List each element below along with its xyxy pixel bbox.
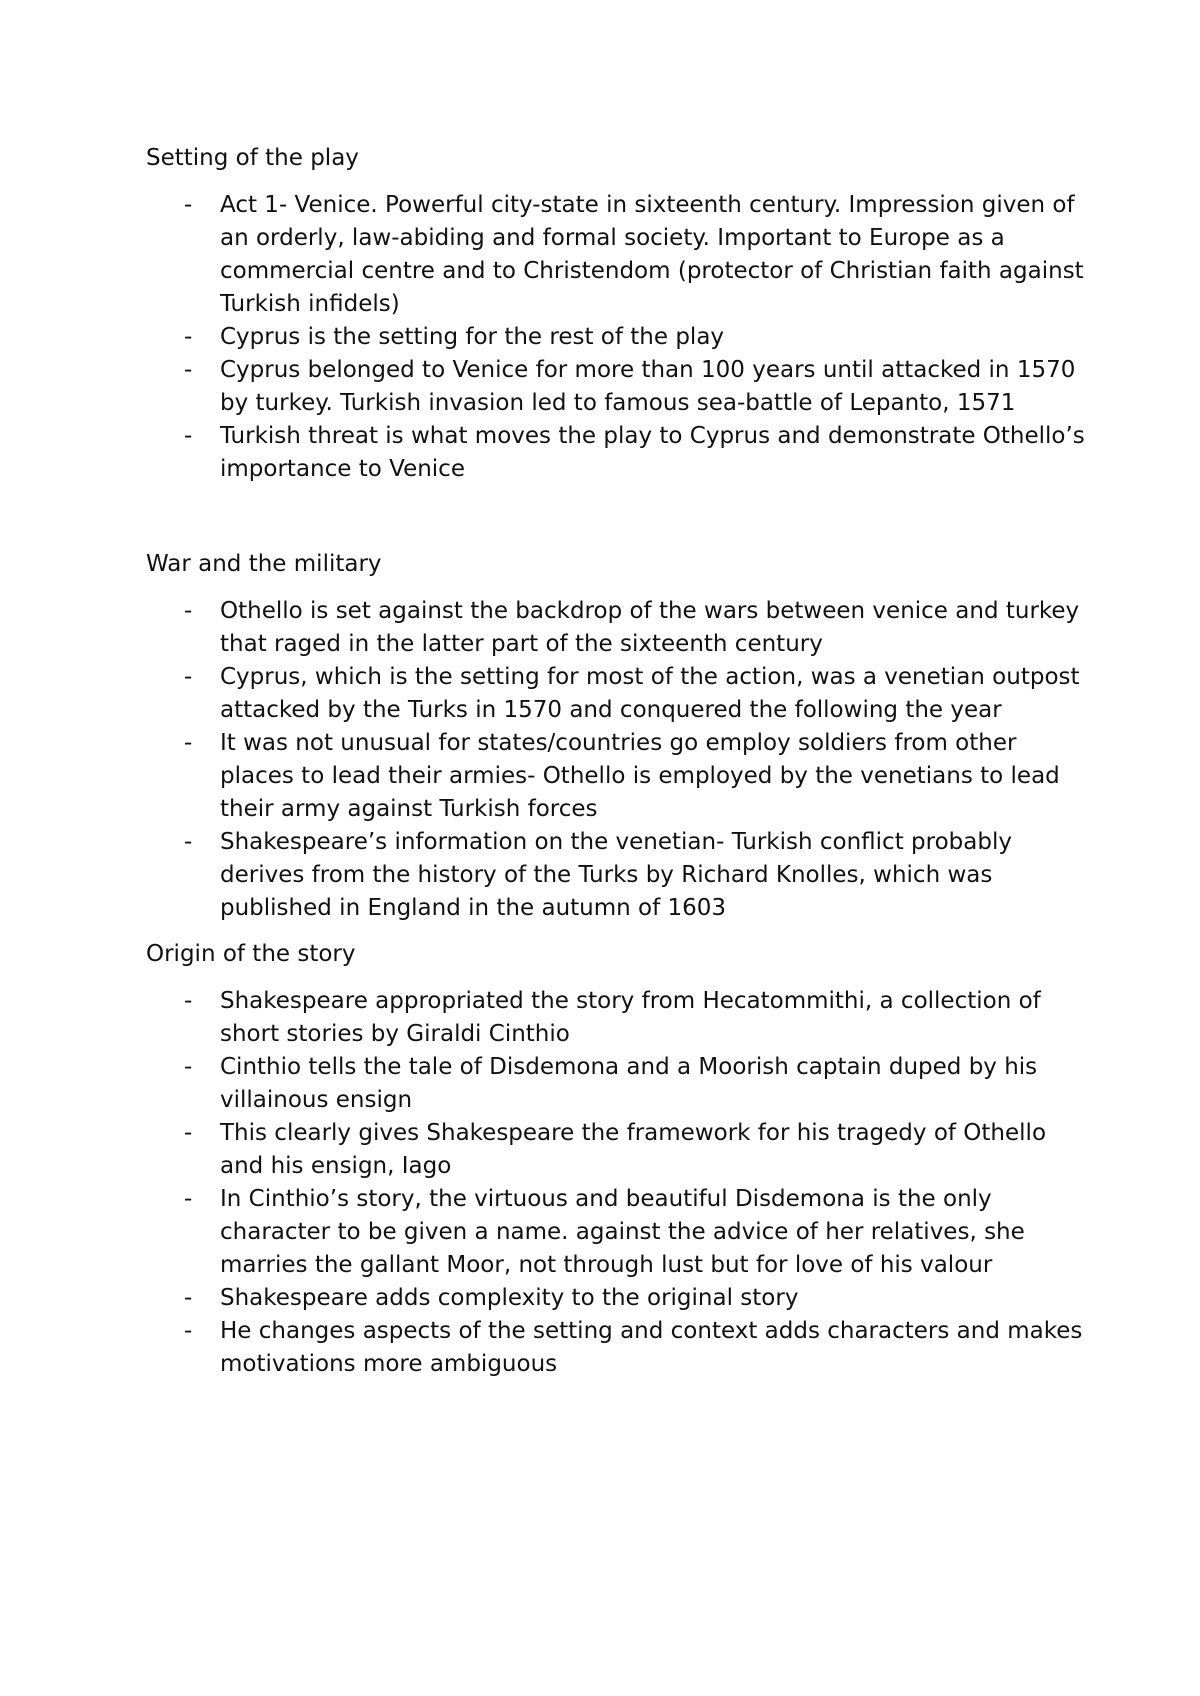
- list-item-text: Othello is set against the backdrop of the wars between venice and turkey that raged in the latter part of the sixteenth century: [220, 598, 1080, 657]
- list-item-text: Shakespeare appropriated the story from Hecatommithi, a collection of short stories by Giraldi Cinthio: [220, 988, 1041, 1047]
- list-item: [146, 1117, 1086, 1183]
- bullet-dash: -: [184, 730, 193, 756]
- list-item-text: Turkish threat is what moves the play to Cyprus and demonstrate Othello’s importance to Venice: [220, 423, 1085, 482]
- bullet-dash: -: [184, 988, 193, 1014]
- bullet-dash: -: [184, 1186, 193, 1212]
- bullet-dash: -: [184, 598, 193, 624]
- list-item: [146, 1183, 1086, 1282]
- list-item: [146, 595, 1086, 661]
- list-item: [146, 354, 1086, 420]
- section-war-and-the-military: [146, 548, 1086, 925]
- list-item-text: This clearly gives Shakespeare the framework for his tragedy of Othello and his ensign, Iago: [220, 1120, 1047, 1179]
- section-setting-of-the-play: [146, 142, 1086, 486]
- bullet-dash: -: [184, 1054, 193, 1080]
- bullet-dash: -: [184, 664, 193, 690]
- list-item: [146, 189, 1086, 321]
- section-heading: Setting of the play: [146, 145, 359, 171]
- list-item-text: It was not unusual for states/countries go employ soldiers from other places to lead their armies- Othello is employed by the venetians to lead their army against Turkish forces: [220, 730, 1060, 822]
- bullet-dash: -: [184, 192, 193, 218]
- bullet-list: [146, 595, 1086, 925]
- bullet-dash: -: [184, 1318, 193, 1344]
- list-item-text: Shakespeare adds complexity to the original story: [220, 1285, 799, 1311]
- list-item-text: Cyprus is the setting for the rest of the play: [220, 324, 725, 350]
- list-item: [146, 1315, 1086, 1381]
- list-item: [146, 985, 1086, 1051]
- section-heading: War and the military: [146, 551, 382, 577]
- list-item-text: Cyprus, which is the setting for most of the action, was a venetian outpost attacked by the Turks in 1570 and conquered the following the year: [220, 664, 1080, 723]
- bullet-dash: -: [184, 357, 193, 383]
- list-item: [146, 1282, 1086, 1315]
- list-item-text: Shakespeare’s information on the venetian- Turkish conflict probably derives from the history of the Turks by Richard Knolles, which was published in England in the autumn of 1603: [220, 829, 1012, 921]
- list-item: [146, 321, 1086, 354]
- list-item-text: In Cinthio’s story, the virtuous and beautiful Disdemona is the only character to be given a name. against the advice of her relatives, she marries the gallant Moor, not through lust but for love of his valour: [220, 1186, 1025, 1278]
- list-item: [146, 420, 1086, 486]
- bullet-dash: -: [184, 1120, 193, 1146]
- bullet-list: [146, 189, 1086, 486]
- bullet-dash: -: [184, 324, 193, 350]
- list-item: [146, 661, 1086, 727]
- list-item: [146, 826, 1086, 925]
- list-item: [146, 727, 1086, 826]
- list-item-text: Act 1- Venice. Powerful city-state in sixteenth century. Impression given of an orderly, law-abiding and formal society. Important to Europe as a commercial centre and to Christendom (protector of Christian faith against Turkish infidels): [220, 192, 1084, 317]
- bullet-list: [146, 985, 1086, 1381]
- bullet-dash: -: [184, 1285, 193, 1311]
- list-item-text: Cinthio tells the tale of Disdemona and a Moorish captain duped by his villainous ensign: [220, 1054, 1038, 1113]
- bullet-dash: -: [184, 829, 193, 855]
- bullet-dash: -: [184, 423, 193, 449]
- list-item-text: He changes aspects of the setting and context adds characters and makes motivations more ambiguous: [220, 1318, 1083, 1377]
- list-item-text: Cyprus belonged to Venice for more than 100 years until attacked in 1570 by turkey. Turkish invasion led to famous sea-battle of Lepanto, 1571: [220, 357, 1076, 416]
- list-item: [146, 1051, 1086, 1117]
- document-body: [146, 142, 1086, 1381]
- section-origin-of-the-story: [146, 938, 1086, 1381]
- section-heading: Origin of the story: [146, 941, 356, 967]
